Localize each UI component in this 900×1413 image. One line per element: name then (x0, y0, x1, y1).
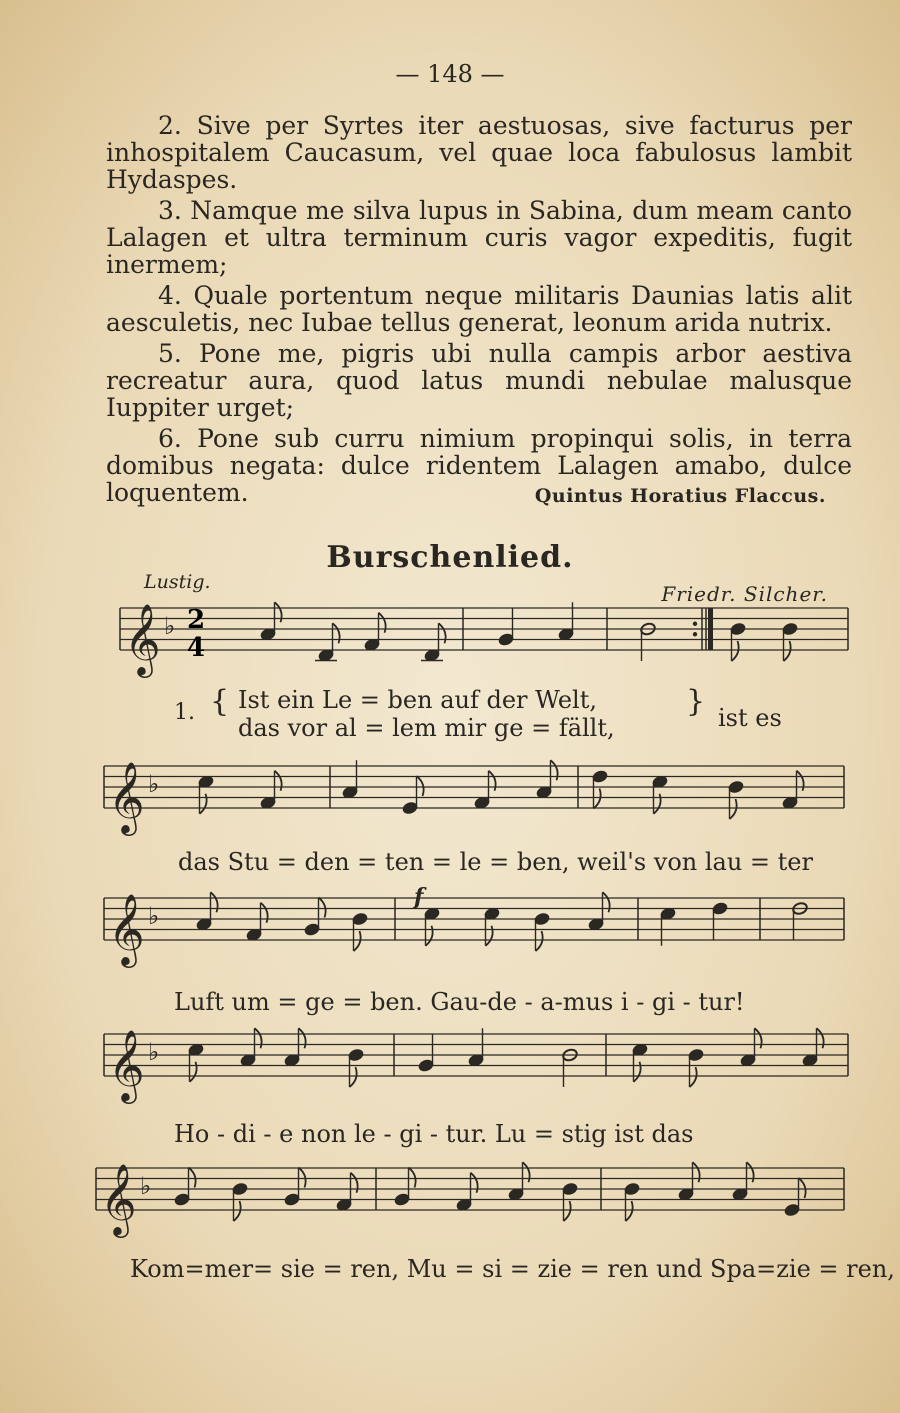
song-title: Burschenlied. (326, 540, 574, 575)
note-flag (603, 892, 610, 912)
time-signature-bottom: 4 (186, 633, 206, 663)
note-flag (690, 1067, 697, 1087)
note-flag (200, 794, 207, 814)
note-flag (747, 1162, 754, 1182)
treble-clef: 𝄞 (108, 1028, 145, 1101)
note-flag (211, 892, 218, 912)
flat-key-signature: ♭ (148, 902, 160, 930)
note-flag (354, 931, 361, 951)
note-flag (551, 760, 558, 780)
note-flag (299, 1028, 306, 1048)
author-attribution: Quintus Horatius Flaccus. (534, 485, 826, 507)
treble-clef: 𝄞 (108, 892, 145, 965)
note-flag (255, 1028, 262, 1048)
treble-clef: 𝄞 (100, 1162, 137, 1235)
note-flag (409, 1168, 416, 1188)
clefs (100, 602, 175, 1238)
note-flag (523, 1162, 530, 1182)
note-flag (594, 789, 601, 809)
flat-key-signature: ♭ (140, 1172, 152, 1200)
repeat-barline-thick (708, 608, 713, 650)
page-number: — 148 — (395, 60, 505, 88)
note-flag (351, 1173, 358, 1193)
note-flag (626, 1201, 633, 1221)
note-flag (439, 623, 446, 643)
note-flag (426, 926, 433, 946)
verse-5: 5. Pone me, pigris ubi nulla campis arbor aestiva recreatur aura, quod latus mundi nebulae malusque Iuppiter urget; (106, 339, 852, 422)
note-flag (350, 1067, 357, 1087)
verse-3: 3. Namque me silva lupus in Sabina, dum meam canto Lalagen et ultra terminum curis vagor expeditis, fugit inermem; (106, 196, 852, 279)
treble-clef: 𝄞 (108, 760, 145, 833)
lyric-line-1c: ist es (718, 704, 782, 732)
verse-number: 1. (174, 700, 195, 725)
note-flag (275, 602, 282, 622)
note-flag (693, 1162, 700, 1182)
repeat-dot (693, 632, 697, 636)
lyric-line-5: Kom=mer= sie = ren, Mu = si = zie = ren und Spa=zie = ren, (130, 1255, 895, 1283)
note-flag (190, 1062, 197, 1082)
note-flag (732, 641, 739, 661)
note-flag (817, 1028, 824, 1048)
note-flag (417, 776, 424, 796)
note-flag (486, 926, 493, 946)
note-flag (654, 794, 661, 814)
note-flag (536, 931, 543, 951)
note-flag (755, 1028, 762, 1048)
note-flag (319, 898, 326, 918)
verse-2: 2. Sive per Syrtes iter aestuosas, sive facturus per inhospitalem Caucasum, vel quae loca fabulosus lambit Hydaspes. (106, 111, 852, 194)
lyric-line-3: Luft um = ge = ben. Gau-de - a-mus i - gi - tur! (174, 988, 745, 1016)
note-flag (784, 641, 791, 661)
verse-4: 4. Quale portentum neque militaris Daunias latis alit aesculetis, nec Iubae tellus generat, leonum arida nutrix. (106, 281, 852, 337)
time-signature-top: 2 (186, 605, 206, 635)
note-flag (730, 799, 737, 819)
note-flag (634, 1062, 641, 1082)
dynamic-forte: f (414, 884, 424, 910)
tempo-marking: Lustig. (144, 571, 211, 593)
note-flag (333, 623, 340, 643)
composer-credit: Friedr. Silcher. (661, 582, 828, 606)
lyric-line-2: das Stu = den = ten = le = ben, weil's von lau = ter (178, 848, 813, 876)
lyric-line-1a: Ist ein Le = ben auf der Welt, (238, 686, 598, 714)
note-flag (799, 1178, 806, 1198)
lyric-line-4: Ho - di - e non le - gi - tur. Lu = stig ist das (174, 1120, 694, 1148)
note-flag (489, 771, 496, 791)
treble-clef: 𝄞 (124, 602, 161, 675)
note-flag (189, 1168, 196, 1188)
flat-key-signature: ♭ (148, 770, 160, 798)
note-flag (299, 1168, 306, 1188)
lyric-line-1b: das vor al = lem mir ge = fällt, (238, 714, 615, 742)
note-flag (471, 1173, 478, 1193)
repeat-dot (693, 622, 697, 626)
flat-key-signature: ♭ (148, 1038, 160, 1066)
brace-right: } (686, 684, 706, 719)
verse-6: 6. Pone sub curru nimium propinqui solis, in terra domibus negata: dulce ridentem Lalagen amabo, dulce loquentem. (106, 424, 852, 507)
note-flag (234, 1201, 241, 1221)
note-flag (275, 771, 282, 791)
note-flag (379, 613, 386, 633)
note-flag (261, 903, 268, 923)
note-flag (797, 771, 804, 791)
flat-key-signature: ♭ (164, 612, 176, 640)
brace-left: { (210, 684, 230, 719)
note-flag (564, 1201, 571, 1221)
